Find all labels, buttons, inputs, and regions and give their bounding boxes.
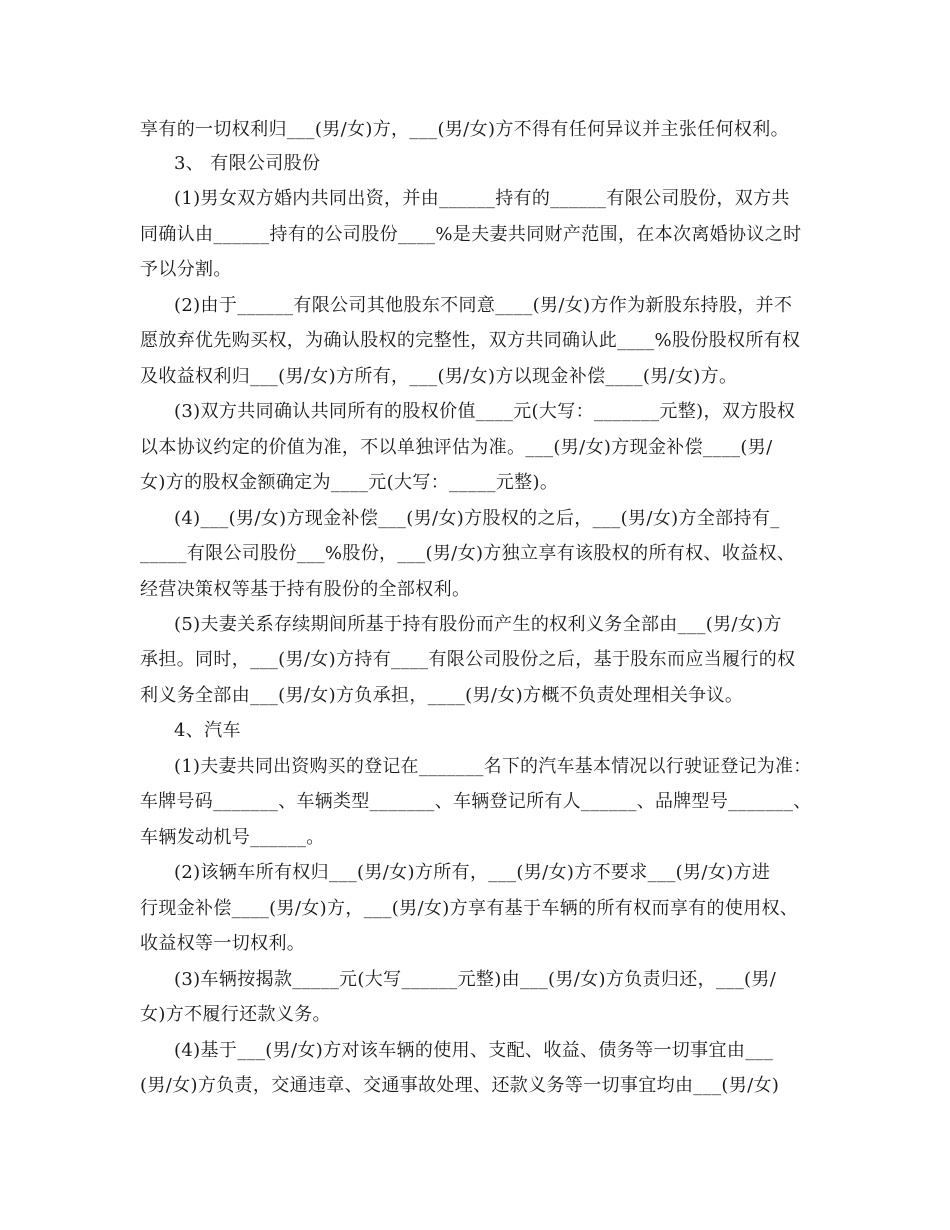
text-line: (3)双方共同确认共同所有的股权价值____元(大写：_______元整)，双方股权: [174, 401, 796, 422]
text-line: (3)车辆按揭款_____元(大写______元整)由___(男/女)方负责归还，___(男/: [174, 969, 777, 990]
text-line: (5)夫妻关系存续期间所基于持有股份而产生的权利义务全部由___(男/女)方: [174, 614, 782, 635]
text-line: 利义务全部由___(男/女)方负承担，____(男/女)方概不负责处理相关争议。: [140, 685, 744, 706]
text-line: 及收益权利归___(男/女)方所有，___(男/女)方以现金补偿____(男/女)方。: [140, 366, 738, 387]
text-line: 女)方不履行还款义务。: [140, 1004, 331, 1025]
text-line: 同确认由______持有的公司股份____%是夫妻共同财产范围，在本次离婚协议之时: [140, 224, 802, 245]
text-line: 行现金补偿____(男/女)方，___(男/女)方享有基于车辆的所有权而享有的使用权、: [140, 898, 799, 919]
text-line: 愿放弃优先购买权，为确认股权的完整性，双方共同确认此____%股份股权所有权: [140, 330, 801, 351]
text-line: 经营决策权等基于持有股份的全部权利。: [140, 579, 471, 600]
text-line: 以本协议约定的价值为准，不以单独评估为准。___(男/女)方现金补偿____(男/: [140, 437, 773, 458]
text-line: _____有限公司股份___%股份，___(男/女)方独立享有该股权的所有权、收益权、: [140, 543, 796, 564]
text-line: (2)由于______有限公司其他股东不同意____(男/女)方作为新股东持股，并不: [174, 295, 793, 316]
text-line: (4)基于___(男/女)方对该车辆的使用、支配、收益、债务等一切事宜由___: [174, 1040, 774, 1061]
text-line: 享有的一切权利归___(男/女)方，___(男/女)方不得有任何异议并主张任何权利。: [140, 119, 789, 140]
text-line: (4)___(男/女)方现金补偿___(男/女)方股权的之后，___(男/女)方全部持有_: [174, 508, 780, 529]
text-line: 予以分割。: [140, 259, 232, 280]
text-line: 收益权等一切权利。: [140, 933, 306, 954]
text-line: 承担。同时，___(男/女)方持有____有限公司股份之后，基于股东而应当履行的权: [140, 649, 796, 670]
text-line: 车辆发动机号______。: [140, 827, 325, 848]
section-heading: 4、汽车: [174, 720, 241, 741]
text-line: (1)男女双方婚内共同出资，并由______持有的______有限公司股份，双方共: [174, 188, 790, 209]
text-line: (2)该辆车所有权归___(男/女)方所有，___(男/女)方不要求___(男/女)方进: [174, 862, 771, 883]
text-line: (1)夫妻共同出资购买的登记在_______名下的汽车基本情况以行驶证登记为准：: [174, 756, 812, 777]
text-line: (男/女)方负责，交通违章、交通事故处理、还款义务等一切事宜均由___(男/女): [140, 1075, 780, 1096]
text-line: 女)方的股权金额确定为____元(大写：_____元整)。: [140, 472, 559, 493]
text-line: 车牌号码_______、车辆类型_______、车辆登记所有人______、品牌型号_______、: [140, 791, 812, 812]
section-heading: 3、 有限公司股份: [174, 153, 321, 174]
